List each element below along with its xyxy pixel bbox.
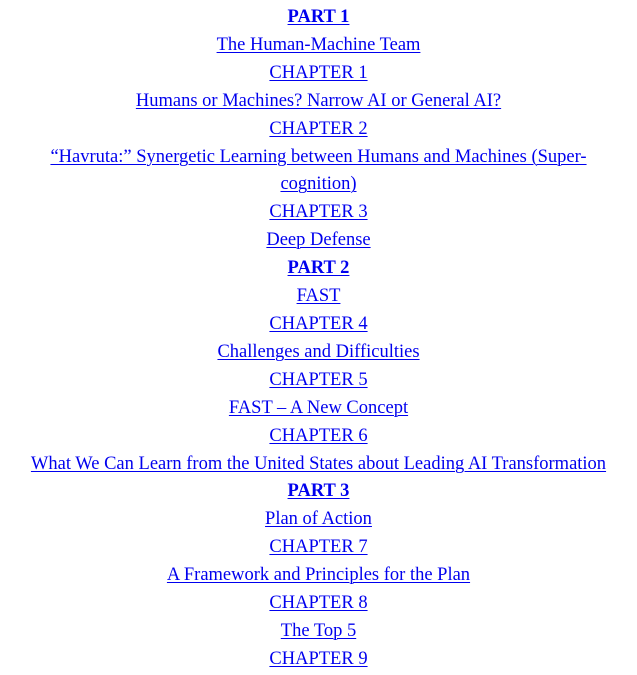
toc-link-part-1[interactable]: PART 1 — [287, 7, 350, 27]
toc-link-chapter-6[interactable]: CHAPTER 6 — [269, 425, 368, 446]
toc-link-chapter-5[interactable]: CHAPTER 5 — [269, 369, 368, 390]
toc-link-chapter-8-title[interactable]: The Top 5 — [280, 620, 357, 641]
toc-link-chapter-9[interactable]: CHAPTER 9 — [269, 648, 368, 669]
toc-link-part-2-title[interactable]: FAST — [296, 286, 341, 307]
toc-link-chapter-3[interactable]: CHAPTER 3 — [269, 202, 368, 223]
toc-link-chapter-6-title[interactable]: What We Can Learn from the United States about Leading AI Transformation — [30, 453, 607, 474]
toc-link-part-3[interactable]: PART 3 — [287, 481, 350, 502]
toc-link-part-2[interactable]: PART 2 — [287, 258, 350, 279]
toc-link-chapter-7[interactable]: CHAPTER 7 — [269, 537, 368, 558]
toc-link-chapter-4[interactable]: CHAPTER 4 — [269, 313, 368, 334]
toc-link-chapter-3-title[interactable]: Deep Defense — [266, 230, 371, 251]
toc-link-chapter-8[interactable]: CHAPTER 8 — [269, 593, 368, 614]
toc-link-chapter-1-title[interactable]: Humans or Machines? Narrow AI or General AI? — [135, 90, 502, 111]
toc-link-part-3-title[interactable]: Plan of Action — [265, 509, 372, 530]
toc-link-chapter-7-title[interactable]: A Framework and Principles for the Plan — [166, 565, 471, 586]
toc-link-chapter-2[interactable]: CHAPTER 2 — [269, 118, 368, 139]
toc-link-part-1-title[interactable]: The Human-Machine Team — [216, 34, 421, 55]
toc-link-chapter-1[interactable]: CHAPTER 1 — [269, 62, 368, 83]
toc-link-chapter-5-title[interactable]: FAST – A New Concept — [228, 397, 409, 418]
toc-link-chapter-2-title[interactable]: “Havruta:” Synergetic Learning between Humans and Machines (Super-cognition) — [50, 146, 587, 195]
toc-link-chapter-4-title[interactable]: Challenges and Difficulties — [217, 341, 420, 362]
